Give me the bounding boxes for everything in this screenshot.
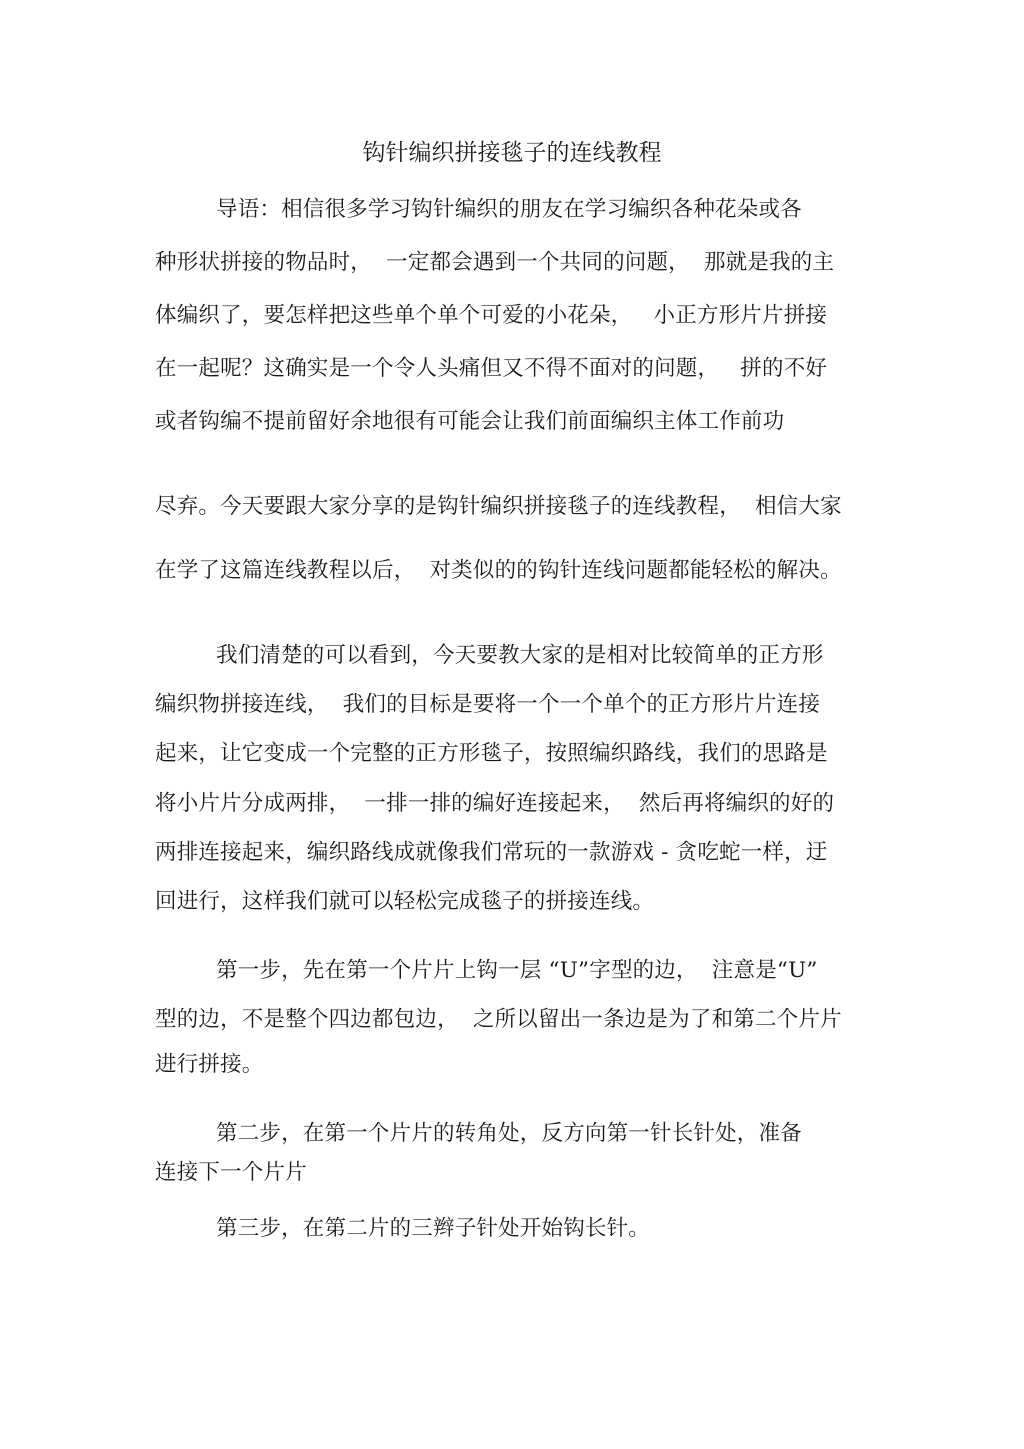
text-line: 编织物拼接连线， 我们的目标是要将一个一个单个的正方形片片连接 [155, 692, 821, 717]
text-line: 导语：相信很多学习钩针编织的朋友在学习编织各种花朵或各 [216, 197, 802, 222]
text-line: 在一起呢？这确实是一个令人头痛但又不得不面对的问题， 拼的不好 [155, 356, 828, 381]
text-line: 种形状拼接的物品时， 一定都会遇到一个共同的问题， 那就是我的主 [155, 250, 835, 275]
text-line: 在学了这篇连线教程以后， 对类似的的钩针连线问题都能轻松的解决。 [155, 558, 842, 583]
text-line: 体编织了，要怎样把这些单个单个可爱的小花朵， 小正方形片片拼接 [155, 303, 828, 328]
text-line: 将小片片分成两排， 一排一排的编好连接起来， 然后再将编织的好的 [155, 791, 835, 816]
text-line: 连接下一个片片 [155, 1160, 307, 1185]
text-line: 起来，让它变成一个完整的正方形毯子，按照编织路线，我们的思路是 [155, 741, 828, 766]
text-line: 第三步，在第二片的三辫子针处开始钩长针。 [216, 1216, 651, 1241]
text-line: 进行拼接。 [155, 1052, 264, 1077]
text-line: 尽弃。今天要跟大家分享的是钩针编织拼接毯子的连线教程， 相信大家 [155, 494, 842, 519]
text-line: 回进行，这样我们就可以轻松完成毯子的拼接连线。 [155, 889, 655, 914]
text-line: 第二步，在第一个片片的转角处，反方向第一针长针处，准备 [216, 1121, 802, 1146]
document-title: 钩针编织拼接毯子的连线教程 [362, 140, 662, 166]
text-line: 我们清楚的可以看到，今天要教大家的是相对比较简单的正方形 [216, 643, 824, 668]
text-line: 第一步，先在第一个片片上钩一层 “U”字型的边， 注意是“U” [216, 958, 818, 983]
text-line: 型的边，不是整个四边都包边， 之所以留出一条边是为了和第二个片片 [155, 1007, 842, 1032]
text-line: 或者钩编不提前留好余地很有可能会让我们前面编织主体工作前功 [155, 409, 785, 434]
text-line: 两排连接起来，编织路线成就像我们常玩的一款游戏 - 贪吃蛇一样，迂 [155, 840, 828, 865]
